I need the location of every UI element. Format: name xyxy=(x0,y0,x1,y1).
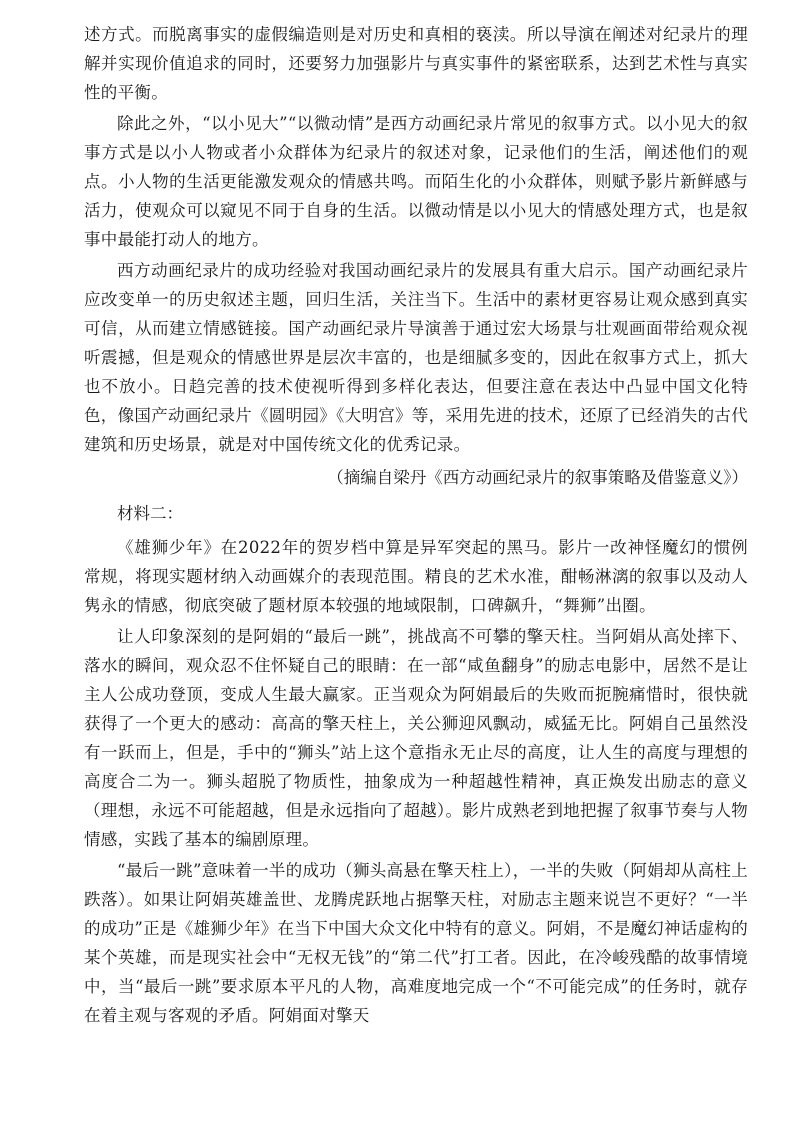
paragraph-narrative-methods: 除此之外，“以小见大”“以微动情”是西方动画纪录片常见的叙事方式。以小见大的叙事方式是以小人物或者小众群体为纪录片的叙述对象，记录他们的生活，阐述他们的观点。小人物的生活更能激发观众的情感共鸣。而陌生化的小众群体，则赋予影片新鲜感与活力，使观众可以窥见不同于自身的生活。以微动情是以小见大的情感处理方式，也是叙事中最能打动人的地方。 xyxy=(84,114,748,249)
material-two-heading: 材料二： xyxy=(117,504,183,523)
paragraph-continuation: 述方式。而脱离事实的虚假编造则是对历史和真相的亵渎。所以导演在阐述对纪录片的理解并实现价值追求的同时，还要努力加强影片与真实事件的紧密联系，达到艺术性与真实性的平衡。 xyxy=(84,25,748,102)
paragraph-last-jump: 让人印象深刻的是阿娟的“最后一跳”，挑战高不可攀的擎天柱。当阿娟从高处摔下、落水的瞬间，观众忍不住怀疑自己的眼睛：在一部“咸鱼翻身”的励志电影中，居然不是让主人公成功登顶，变成人生最大赢家。正当观众为阿娟最后的失败而扼腕痛惜时，很快就获得了一个更大的感动：高高的擎天柱上，关公狮迎风飘动，威猛无比。阿娟自己虽然没有一跃而上，但是，手中的“狮头”站上这个意指永无止尽的高度，让人生的高度与理想的高度合二为一。狮头超脱了物质性，抽象成为一种超越性精神，真正焕发出励志的意义（理想，永远不可能超越，但是永远指向了超越）。影片成熟老到地把握了叙事节奏与人物情感，实践了基本的编剧原理。 xyxy=(84,627,748,849)
paragraph-half-success: “最后一跳”意味着一半的成功（狮头高悬在擎天柱上），一半的失败（阿娟却从高柱上跌落）。如果让阿娟英雄盖世、龙腾虎跃地占据擎天柱，对励志主题来说岂不更好？“一半的成功”正是《雄狮少年》在当下中国大众文化中特有的意义。阿娟，不是魔幻神话虚构的某个英雄，而是现实社会中“无权无钱”的“第二代”打工者。因此，在冷峻残酷的故事情境中，当“最后一跳”要求原本平凡的人物，高难度地完成一个“不可能完成”的任务时，就存在着主观与客观的矛盾。阿娟面对擎天 xyxy=(84,861,748,1025)
source-citation: （摘编自梁丹《西方动画纪录片的叙事策略及借鉴意义》） xyxy=(327,468,748,487)
paragraph-film-intro: 《雄狮少年》在2022年的贺岁档中算是异军突起的黑马。影片一改神怪魔幻的惯例常规，将现实题材纳入动画媒介的表现范围。精良的艺术水准，酣畅淋漓的叙事以及动人隽永的情感，彻底突破了题材原本较强的地域限制，口碑飙升，“舞狮”出圈。 xyxy=(84,538,748,615)
paragraph-inspiration: 西方动画纪录片的成功经验对我国动画纪录片的发展具有重大启示。国产动画纪录片应改变单一的历史叙述主题，回归生活，关注当下。生活中的素材更容易让观众感到真实可信，从而建立情感链接。国产动画纪录片导演善于通过宏大场景与壮观画面带给观众视听震撼，但是观众的情感世界是层次丰富的，也是细腻多变的，因此在叙事方式上，抓大也不放小。日趋完善的技术使视听得到多样化表达，但要注意在表达中凸显中国文化特色，像国产动画纪录片《圆明园》《大明宫》等，采用先进的技术，还原了已经消失的古代建筑和历史场景，就是对中国传统文化的优秀记录。 xyxy=(84,261,748,454)
